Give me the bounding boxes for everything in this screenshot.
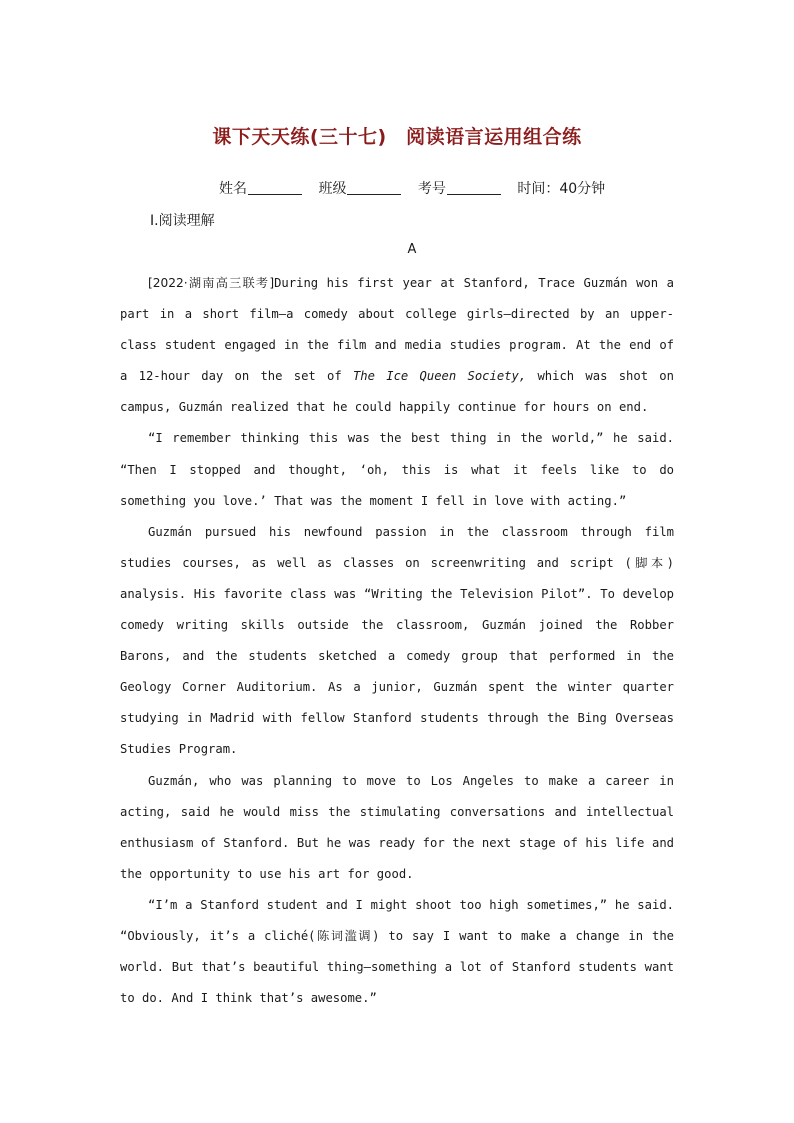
paragraph-2: “I remember thinking this was the best thing in the world,” he said. “Then I stopped and thought, ‘oh, this is what it feels like to do something you love.’ That was the moment I fell in love with acting.”: [120, 431, 674, 508]
number-blank: [447, 180, 501, 195]
time-limit: 时间：40分钟: [517, 181, 606, 197]
section-heading: Ⅰ.阅读理解: [150, 213, 215, 229]
class-field: [318, 178, 401, 198]
passage-body: [120, 268, 674, 1014]
paragraph-5: “I’m a Stanford student and I might shoot too high sometimes,” he said. “Obviously, it’s a cliché(陈词滥调) to say I want to make a change in the world. But that’s beautiful thing—something a lot of Stanford students want to do. And I think that’s awesome.”: [120, 897, 674, 1006]
name-field: [219, 178, 302, 198]
name-label: 姓名: [219, 181, 247, 197]
number-label: 考号: [417, 181, 446, 197]
student-info-line: [219, 178, 617, 198]
paragraph-1-part-b: which was shot on campus, Guzmán realized that he could happily continue for hours on end.: [120, 369, 674, 415]
name-blank: [248, 180, 302, 195]
passage-letter: A: [407, 242, 417, 257]
paragraph-3: Guzmán pursued his newfound passion in the classroom through film studies courses, as well as classes on screenwriting and script (脚本) analysis. His favorite class was “Writing the Television Pilot”. To develop comedy writing skills outside the classroom, Guzmán joined the Robber Barons, and the students sketched a comedy group that performed in the Geology Corner Auditorium. As a junior, Guzmán spent the winter quarter studying in Madrid with fellow Stanford students through the Bing Overseas Studies Program.: [120, 524, 674, 757]
paragraph-4: Guzmán, who was planning to move to Los Angeles to make a career in acting, said he would miss the stimulating conversations and intellectual enthusiasm of Stanford. But he was ready for the next stage of his life and the opportunity to use his art for good.: [120, 773, 674, 881]
class-label: 班级: [318, 181, 347, 197]
film-title: The Ice Queen Society,: [352, 369, 527, 384]
number-field: [418, 178, 501, 198]
class-blank: [347, 180, 401, 195]
paragraph-1-part-a: During his first year at Stanford, Trace Guzmán won a part in a short film—a comedy about college girls—directed by an upper-class student engaged in the film and media studies program. At the end of a 12-hour day on the set of: [120, 276, 674, 384]
paragraph-1: [120, 268, 674, 423]
page-title: 课下天天练(三十七) 阅读语言运用组合练: [212, 126, 582, 148]
source-tag: [2022·湖南高三联考]: [148, 276, 275, 290]
